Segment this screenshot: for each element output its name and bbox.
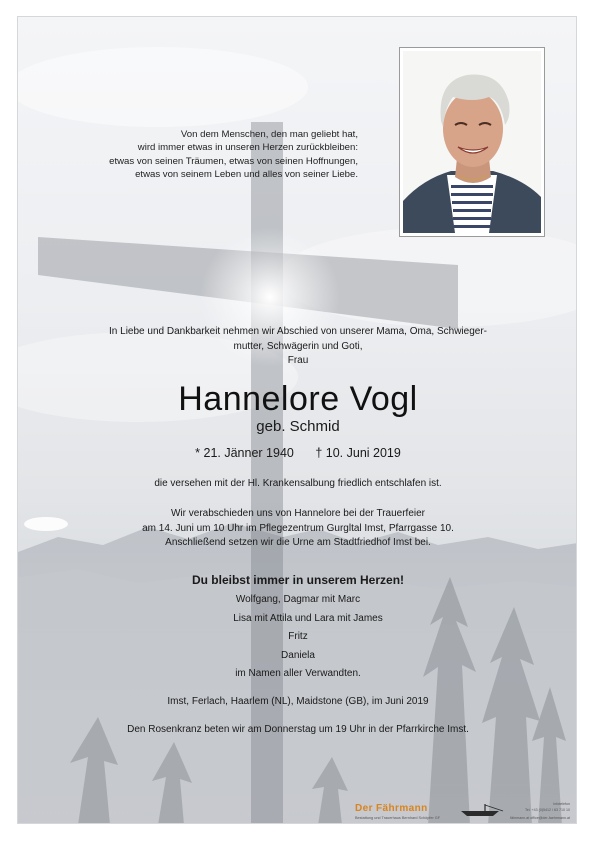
life-dates — [18, 445, 577, 461]
obituary-card — [17, 16, 577, 824]
portrait-photo-frame — [399, 47, 545, 237]
passing-note-text: die versehen mit der Hl. Krankensalbung friedlich entschlafen ist. — [154, 478, 442, 489]
service-line: Wir verabschieden uns von Hannelore bei der Trauerfeier — [170, 508, 426, 519]
rosary-notice: Den Rosenkranz beten wir am Donnerstag um 19 Uhr in der Pfarrkirche Imst. — [127, 724, 469, 735]
intro-line: Frau — [287, 355, 309, 367]
mourners-list — [58, 591, 538, 684]
passing-note — [58, 477, 538, 492]
quote-line: etwas von seinen Träumen, etwas von seinen Hoffnungen, — [109, 155, 358, 167]
funeral-service-info — [58, 507, 538, 551]
intro-line: mutter, Schwägerin und Goti, — [233, 340, 363, 352]
maiden-name: geb. Schmid — [256, 418, 340, 435]
boat-icon — [459, 803, 505, 817]
service-line: am 14. Juni um 10 Uhr im Pflegezentrum Gurgltal Imst, Pfarrgasse 10. — [142, 522, 454, 534]
intro-line: In Liebe und Dankbarkeit nehmen wir Abschied von unserer Mama, Oma, Schwieger- — [109, 326, 487, 337]
funeral-home-logo: Der Fährmann — [355, 803, 428, 814]
memorial-quote — [58, 128, 358, 182]
place-and-date: Imst, Ferlach, Haarlem (NL), Maidstone (GB), im Juni 2019 — [167, 696, 429, 707]
mourner-line: Daniela — [281, 649, 315, 661]
funeral-home-tagline: Bestattung und Trauerhaus Bernhard Schöpfer GF — [355, 816, 441, 820]
quote-line: wird immer etwas in unseren Herzen zurückbleiben: — [137, 142, 358, 154]
closing-phrase: Du bleibst immer in unserem Herzen! — [191, 573, 405, 587]
intro-text — [58, 325, 538, 369]
deceased-name: Hannelore Vogl — [178, 380, 418, 418]
mourner-line: Lisa mit Attila und Lara mit James — [233, 612, 383, 624]
death-date: † 10. Juni 2019 — [315, 446, 401, 460]
mourner-line: im Namen aller Verwandten. — [235, 668, 361, 679]
footer-contact-line: fährmann.at office@der-faehrmann.at — [510, 816, 570, 820]
quote-line: etwas von seinem Leben und alles von seiner Liebe. — [135, 169, 358, 181]
portrait-photo — [403, 51, 541, 233]
mourner-line: Wolfgang, Dagmar mit Marc — [235, 594, 361, 605]
quote-line: Von dem Menschen, den man geliebt hat, — [180, 129, 358, 140]
footer-contact-line: Infotelefon — [553, 802, 570, 806]
mourner-line: Fritz — [288, 631, 308, 642]
birth-date: * 21. Jänner 1940 — [195, 446, 294, 460]
footer-contact-line: Tel. +43 (0)5412 / 63 710 10 — [524, 808, 570, 812]
service-line: Anschließend setzen wir die Urne am Stadtfriedhof Imst bei. — [165, 537, 431, 548]
